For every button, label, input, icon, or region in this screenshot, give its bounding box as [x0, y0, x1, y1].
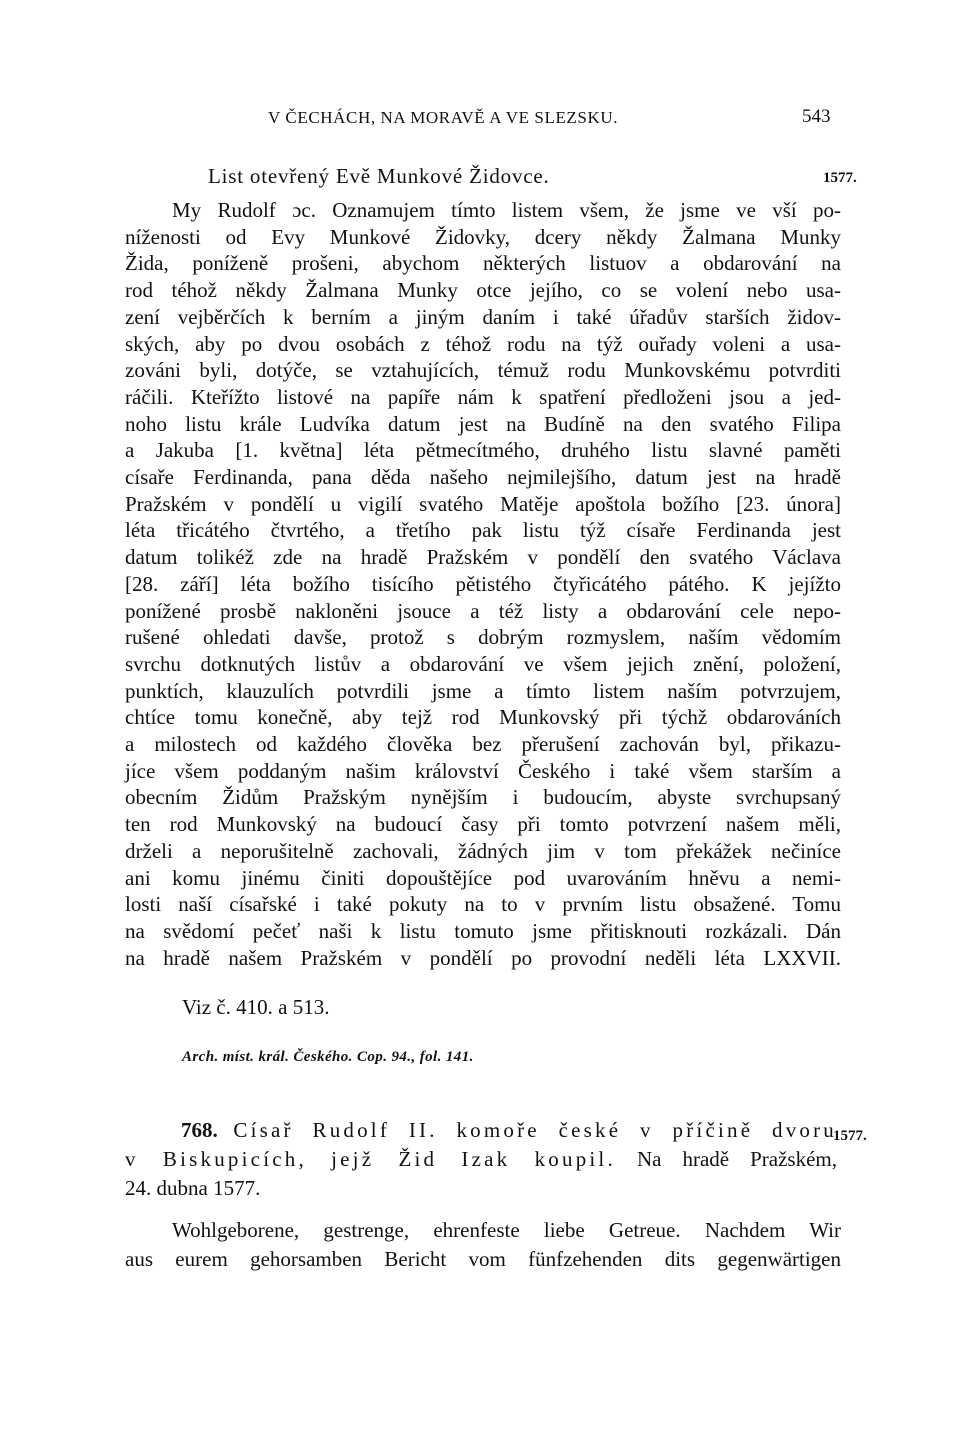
entry-line	[125, 1145, 837, 1174]
body-line: [28. září] léta božího tisícího pětistého čtyřicátého pátého. K jejížto	[125, 571, 841, 596]
archival-source: Arch. míst. král. Českého. Cop. 94., fol. 141.	[182, 1049, 474, 1065]
body-line: jíce všem poddaným našim království Českého i také všem starším a	[125, 758, 841, 783]
body-line: zováni byli, dotýče, se vztahujících, témuž rodu Munkovskému potvrditi	[125, 358, 841, 383]
entry-place: Na hradě Pražském,	[636, 1147, 838, 1171]
body-line: na svědomí pečeť naši k listu tomuto jsme přitisknouti rozkázali. Dán	[125, 918, 841, 943]
margin-year: 1577.	[823, 170, 857, 186]
entry-title: Císař Rudolf II. komoře české v příčině dvoru	[233, 1118, 838, 1142]
cross-reference: Viz č. 410. a 513.	[182, 995, 330, 1019]
body-line: svrchu dotknutých listův a obdarování ve všem jejich znění, položení,	[125, 651, 841, 676]
running-head: V ČECHÁCH, NA MORAVĚ A VE SLEZSKU.	[268, 108, 619, 127]
document-body	[125, 197, 841, 971]
body-line: zení vejběrčích k berním a jiným daním i také úřadův starších židov-	[125, 304, 841, 329]
body-line: punktích, klauzulích potvrdili jsme a tímto listem naším potvrzujem,	[125, 678, 841, 703]
body-line: ten rod Munkovský na budoucí časy při tomto potvrzení našem měli,	[125, 812, 841, 837]
body-line: a milostech od každého člověka bez přerušení zachován byl, přikazu-	[125, 732, 841, 757]
body-line: rod téhož někdy Žalmana Munky otce jejího, co se volení nebo usa-	[125, 278, 841, 303]
body-line: císaře Ferdinanda, pana děda našeho nejmilejšího, datum jest na hradě	[125, 465, 841, 490]
body-line: ani komu jinému činiti dopouštějíce pod uvarováním hněvu a nemi-	[125, 865, 841, 890]
german-line: aus eurem gehorsamben Bericht vom fünfzehenden dits gegenwärtigen	[125, 1247, 841, 1271]
body-line: datum tolikéž zde na hradě Pražském v pondělí den svatého Václava	[125, 545, 841, 570]
body-line: níženosti od Evy Munkové Židovky, dcery někdy Žalmana Munky	[125, 224, 841, 249]
body-line: rušené ohledati davše, protož s dobrým rozmyslem, naším vědomím	[125, 625, 841, 650]
entry-heading	[125, 1116, 837, 1203]
body-line: léta třicátého čtvrtého, a třetího pak listu týž císaře Ferdinanda jest	[125, 518, 841, 543]
entry-title-cont: v Biskupicích, jejž Žid Izak koupil.	[125, 1147, 616, 1171]
body-line: Pražském v pondělí u vigilí svatého Matěje apoštola božího [23. února]	[125, 491, 841, 516]
page-number: 543	[802, 106, 831, 127]
body-line: Žida, poníženě prošeni, abychom některých listuov a obdarování na	[125, 251, 841, 276]
document-title: List otevřený Evě Munkové Židovce.	[208, 164, 550, 188]
body-line: chtíce tomu konečně, aby tejž rod Munkovský při týchž obdarováních	[125, 705, 841, 730]
body-line: ponížené prosbě nakloněni jsouce a též listy a obdarování cele nepo-	[125, 598, 841, 623]
body-line: noho listu krále Ludvíka datum jest na Budíně na den svatého Filipa	[125, 411, 841, 436]
entry-date: 24. dubna 1577.	[125, 1176, 261, 1200]
body-line: a Jakuba [1. května] léta pětmecítmého, druhého listu slavné paměti	[125, 438, 841, 463]
body-line: drželi a neporušitelně zachovali, žádných jim v tom překážek nečiníce	[125, 838, 841, 863]
body-line: losti naší císařské i také pokuty na to v prvním listu obsažené. Tomu	[125, 892, 841, 917]
body-line: ských, aby po dvou osobách z téhož rodu na týž ouřady voleni a usa-	[125, 331, 841, 356]
body-line: obecním Židům Pražským nynějším i budoucím, abyste svrchupsaný	[125, 785, 841, 810]
body-line: ráčili. Kteřížto listové na papíře nám k spatření předloženi jsou a jed-	[125, 384, 841, 409]
margin-year: 1577.	[833, 1128, 867, 1144]
german-line: Wohlgeborene, gestrenge, ehrenfeste liebe Getreue. Nachdem Wir	[172, 1218, 841, 1242]
german-text	[125, 1216, 841, 1274]
body-line: na hradě našem Pražském v pondělí po provodní neděli léta LXXVII.	[125, 945, 841, 970]
entry-number: 768.	[181, 1118, 218, 1142]
body-line: My Rudolf ɔc. Oznamujem tímto listem všem, že jsme ve vší po-	[172, 198, 841, 222]
entry-line	[125, 1116, 837, 1145]
